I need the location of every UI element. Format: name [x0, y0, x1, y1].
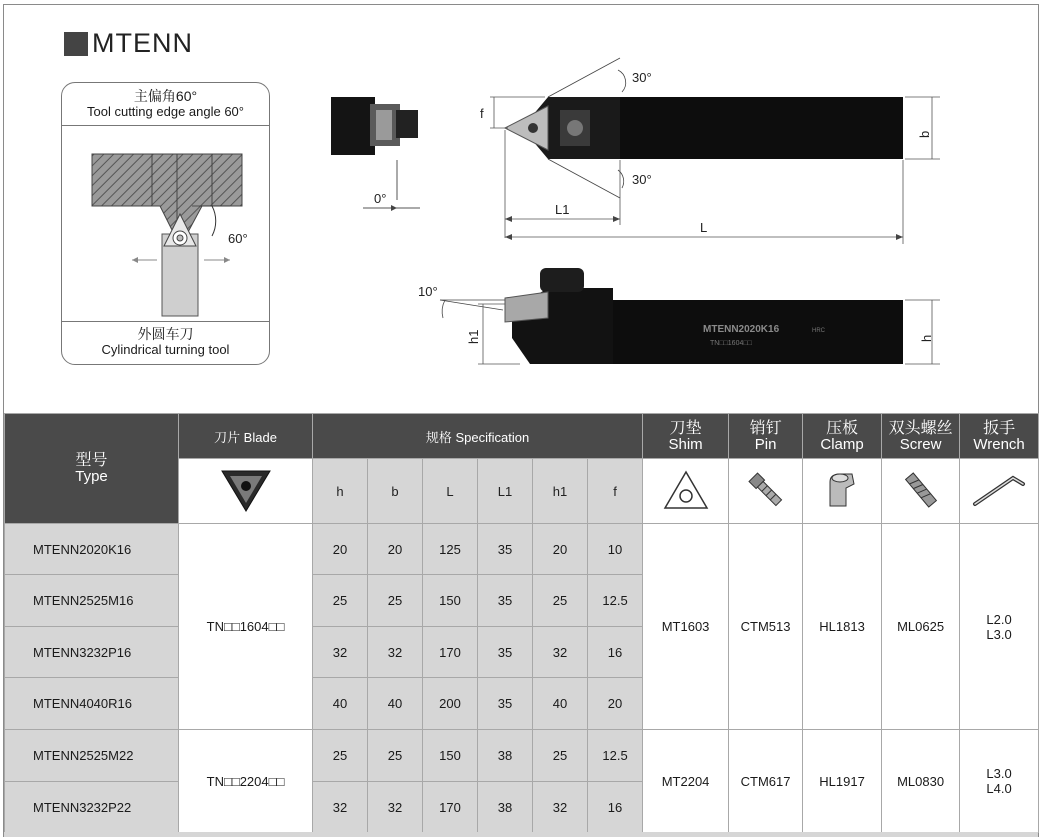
col-pin-header [729, 414, 803, 459]
shim-icon-cell [643, 459, 729, 524]
dim-L-label: L [700, 220, 708, 235]
wrench-cell [960, 524, 1039, 730]
screw-header-en: Screw [899, 435, 942, 453]
wrench-size: L3.0 [986, 626, 1012, 642]
spec-col-h: h [313, 459, 368, 524]
screw-cell: ML0625 [882, 524, 960, 730]
spec-cell-f: 16 [588, 782, 643, 833]
spec-table [4, 413, 1039, 833]
type-cell: MTENN2020K16 [5, 524, 179, 575]
table-header-row [5, 414, 1039, 459]
spec-cell-b: 20 [368, 524, 423, 575]
spec-cell-h1: 32 [533, 782, 588, 833]
dim-h1-label: h1 [466, 329, 481, 344]
col-clamp-header [803, 414, 882, 459]
pin-cell: CTM617 [729, 730, 803, 833]
col-type-header [5, 414, 179, 524]
spec-cell-h1: 20 [533, 524, 588, 575]
spec-cell-b: 40 [368, 678, 423, 730]
screw-header-cn: 双头螺丝 [888, 419, 953, 437]
wrench-icon-cell [960, 459, 1039, 524]
table-row [5, 524, 1039, 575]
shim-icon [661, 467, 711, 513]
shim-header-en: Shim [668, 435, 703, 453]
col-screw-header [882, 414, 960, 459]
spec-cell-h: 25 [313, 575, 368, 627]
dim-h-label: h [919, 334, 934, 342]
spec-cell-h1: 32 [533, 627, 588, 678]
card-angle-label: 60° [228, 231, 248, 246]
spec-cell-L: 150 [423, 730, 478, 782]
spec-cell-b: 25 [368, 575, 423, 627]
spec-cell-L: 125 [423, 524, 478, 575]
wrench-header-cn: 扳手 [983, 419, 1016, 437]
angle-bottom-label: 30° [632, 172, 652, 187]
card-top-en: Tool cutting edge angle 60° [87, 104, 244, 119]
angle-ten-label: 10° [418, 284, 438, 299]
type-header-cn: 型号 [75, 452, 108, 469]
wrench-size: L2.0 [986, 611, 1012, 627]
blade-cell: TN□□2204□□ [179, 730, 313, 833]
dim-L1-label: L1 [555, 202, 570, 217]
spec-cell-h1: 40 [533, 678, 588, 730]
spec-cell-h: 25 [313, 730, 368, 782]
pin-cell: CTM513 [729, 524, 803, 730]
spec-cell-L1: 35 [478, 524, 533, 575]
wrench-cell [960, 730, 1039, 833]
col-wrench-header [960, 414, 1039, 459]
spec-cell-h: 40 [313, 678, 368, 730]
spec-cell-b: 32 [368, 627, 423, 678]
type-cell: MTENN4040R16 [5, 678, 179, 730]
pin-header-cn: 销钉 [749, 419, 782, 437]
spec-cell-h1: 25 [533, 730, 588, 782]
type-cell: MTENN3232P16 [5, 627, 179, 678]
angle-zero-label: 0° [374, 191, 387, 206]
spec-cell-L: 170 [423, 782, 478, 833]
top-view [480, 58, 940, 244]
spec-col-L1: L1 [478, 459, 533, 524]
side-view [418, 268, 940, 364]
spec-cell-f: 12.5 [588, 575, 643, 627]
spec-cell-b: 32 [368, 782, 423, 833]
shim-header-cn: 刀垫 [669, 419, 702, 437]
table-row [5, 730, 1039, 782]
spec-col-b: b [368, 459, 423, 524]
pin-icon [744, 468, 788, 512]
clamp-header-cn: 压板 [826, 419, 859, 437]
wrench-size: L3.0 [986, 766, 1012, 781]
angle-top-label: 30° [632, 70, 652, 85]
clamp-cell: HL1813 [803, 524, 882, 730]
spec-col-f: f [588, 459, 643, 524]
shank-engraving-model: MTENN2020K16 [703, 324, 780, 335]
bottom-strip [4, 832, 1038, 837]
card-bottom-cn: 外圆车刀 [137, 326, 194, 342]
shank-engraving-small: HRC [812, 328, 825, 334]
clamp-icon-cell [803, 459, 882, 524]
spec-cell-f: 16 [588, 627, 643, 678]
pin-icon-cell [729, 459, 803, 524]
dim-b-label: b [917, 130, 932, 138]
page-title: MTENN [92, 28, 193, 58]
spec-cell-L: 200 [423, 678, 478, 730]
table-body [5, 524, 1039, 833]
screw-icon [899, 468, 943, 512]
col-shim-header [643, 414, 729, 459]
screw-cell: ML0830 [882, 730, 960, 833]
type-header-en: Type [75, 468, 108, 485]
spec-cell-L: 150 [423, 575, 478, 627]
tool-drawings [0, 0, 1043, 400]
spec-col-L: L [423, 459, 478, 524]
spec-cell-L1: 38 [478, 730, 533, 782]
spec-cell-L1: 38 [478, 782, 533, 833]
screw-icon-cell [882, 459, 960, 524]
shank-top [620, 97, 903, 159]
shim-cell: MT1603 [643, 524, 729, 730]
spec-cell-f: 20 [588, 678, 643, 730]
end-view [331, 97, 420, 211]
spec-cell-b: 25 [368, 730, 423, 782]
hex-key-icon [969, 470, 1029, 510]
spec-cell-L1: 35 [478, 575, 533, 627]
spec-cell-h: 32 [313, 627, 368, 678]
clamp-icon [820, 468, 864, 512]
card-top-cn: 主偏角60° [133, 88, 198, 104]
triangle-insert-icon [218, 465, 274, 515]
col-blade-header: 刀片 Blade [179, 414, 313, 459]
col-spec-header: 规格 Specification [313, 414, 643, 459]
wrench-size: L4.0 [986, 781, 1012, 796]
blade-icon-cell [179, 459, 313, 524]
shank-engraving-insert: TN□□1604□□ [710, 340, 752, 347]
wrench-header-en: Wrench [973, 435, 1025, 453]
spec-cell-h1: 25 [533, 575, 588, 627]
blade-cell: TN□□1604□□ [179, 524, 313, 730]
type-cell: MTENN2525M16 [5, 575, 179, 627]
spec-cell-L1: 35 [478, 627, 533, 678]
type-cell: MTENN3232P22 [5, 782, 179, 833]
spec-cell-h: 32 [313, 782, 368, 833]
dim-f-label: f [480, 106, 484, 121]
shim-cell: MT2204 [643, 730, 729, 833]
spec-col-h1: h1 [533, 459, 588, 524]
pin-header-en: Pin [754, 435, 777, 453]
clamp-header-en: Clamp [820, 435, 864, 453]
spec-cell-L: 170 [423, 627, 478, 678]
spec-cell-f: 10 [588, 524, 643, 575]
card-bottom-en: Cylindrical turning tool [101, 342, 230, 357]
spec-cell-h: 20 [313, 524, 368, 575]
spec-cell-f: 12.5 [588, 730, 643, 782]
type-cell: MTENN2525M22 [5, 730, 179, 782]
spec-cell-L1: 35 [478, 678, 533, 730]
clamp-cell: HL1917 [803, 730, 882, 833]
